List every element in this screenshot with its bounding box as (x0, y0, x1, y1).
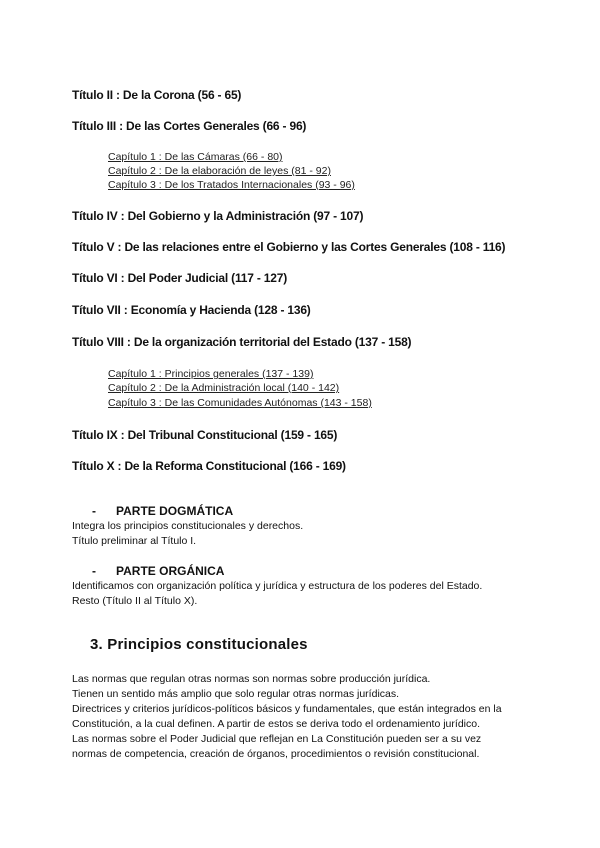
bullet-dash: - (92, 504, 96, 518)
titulo-iii: Título III : De las Cortes Generales (66 - 96) (72, 119, 307, 133)
capitulo-link[interactable]: Capítulo 3 : De las Comunidades Autónomas (143 - 158) (108, 397, 372, 409)
paragraph-line: Constitución, a la cual definen. A partir de estos se deriva todo el ordenamiento jurídico. (72, 718, 480, 730)
capitulo-link[interactable]: Capítulo 1 : De las Cámaras (66 - 80) (108, 151, 283, 163)
paragraph-line: Resto (Título II al Título X). (72, 595, 198, 607)
titulo-x: Título X : De la Reforma Constitucional (166 - 169) (72, 459, 346, 473)
capitulo-link[interactable]: Capítulo 2 : De la Administración local (140 - 142) (108, 382, 340, 394)
capitulo-link[interactable]: Capítulo 3 : De los Tratados Internacionales (93 - 96) (108, 179, 355, 191)
paragraph-line: Las normas sobre el Poder Judicial que reflejan en La Constitución pueden ser a su vez (72, 733, 482, 745)
capitulo-link[interactable]: Capítulo 1 : Principios generales (137 - 139) (108, 368, 314, 380)
titulo-ii: Título II : De la Corona (56 - 65) (72, 88, 242, 102)
bullet-dash: - (92, 564, 96, 578)
titulo-v: Título V : De las relaciones entre el Gobierno y las Cortes Generales (108 - 116) (72, 240, 506, 254)
titulo-viii: Título VIII : De la organización territorial del Estado (137 - 158) (72, 335, 412, 349)
paragraph-line: Directrices y criterios jurídicos-políticos básicos y fundamentales, que están integrados en la (72, 703, 502, 715)
paragraph-line: normas de competencia, creación de órganos, procedimientos o revisión constitucional. (72, 748, 480, 760)
titulo-ix: Título IX : Del Tribunal Constitucional (159 - 165) (72, 428, 338, 442)
parte-dogmatica-heading (92, 504, 233, 518)
paragraph-line: Título preliminar al Título I. (72, 535, 197, 547)
titulo-vi: Título VI : Del Poder Judicial (117 - 127) (72, 271, 287, 285)
paragraph-line: Integra los principios constitucionales y derechos. (72, 520, 304, 532)
capitulo-link[interactable]: Capítulo 2 : De la elaboración de leyes (81 - 92) (108, 165, 331, 177)
paragraph-line: Tienen un sentido más amplio que solo regular otras normas jurídicas. (72, 688, 400, 700)
paragraph-line: Las normas que regulan otras normas son normas sobre producción jurídica. (72, 673, 431, 685)
parte-organica-heading (92, 564, 224, 578)
parte-dogmatica-title: PARTE DOGMÁTICA (116, 504, 234, 518)
titulo-iv: Título IV : Del Gobierno y la Administración (97 - 107) (72, 209, 364, 223)
section-heading: 3. Principios constitucionales (90, 636, 308, 653)
paragraph-line: Identificamos con organización política y jurídica y estructura de los poderes del Estado. (72, 580, 483, 592)
titulo-vii: Título VII : Economía y Hacienda (128 - 136) (72, 303, 311, 317)
parte-organica-title: PARTE ORGÁNICA (116, 564, 225, 578)
